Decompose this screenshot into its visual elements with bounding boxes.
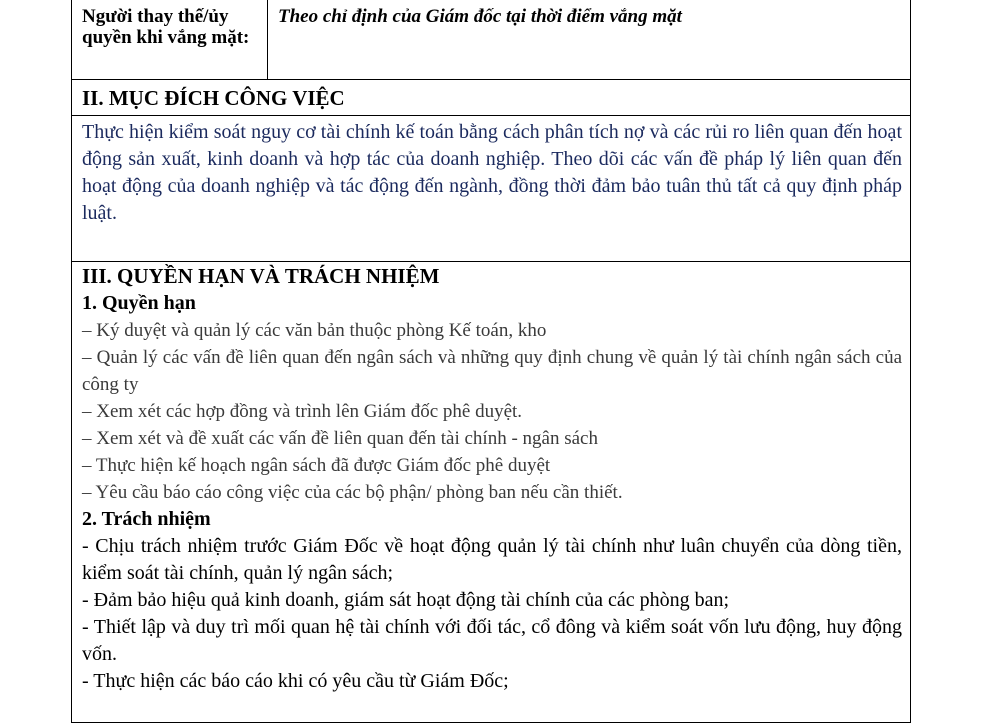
authority-heading: III. QUYỀN HẠN VÀ TRÁCH NHIỆM — [82, 264, 440, 288]
duty-item: - Thực hiện các báo cáo khi có yêu cầu từ Giám Đốc; — [82, 670, 509, 692]
substitute-value: Theo chỉ định của Giám đốc tại thời điểm vắng mặt — [278, 6, 682, 27]
rights-title: 1. Quyền hạn — [82, 292, 196, 314]
purpose-text: Thực hiện kiểm soát nguy cơ tài chính kế toán bằng cách phân tích nợ và các rủi ro liên quan đến hoạt động sản xuất, kinh doanh và hợp tác của doanh nghiệp. Theo dõi các vấn đề pháp lý liên quan đến hoạt động của doanh nghiệp và tác động đến ngành, đồng thời đảm bảo tuân thủ tất cả quy định pháp luật. — [72, 116, 910, 262]
duty-item: - Chịu trách nhiệm trước Giám Đốc về hoạt động quản lý tài chính như luân chuyển của dòng tiền, kiểm soát tài chính, quản lý ngân sách; — [82, 535, 902, 584]
rights-item: – Yêu cầu báo cáo công việc của các bộ phận/ phòng ban nếu cần thiết. — [82, 482, 623, 503]
substitute-row — [72, 0, 910, 80]
job-description-table — [71, 0, 911, 723]
duties-title: 2. Trách nhiệm — [82, 508, 211, 530]
rights-item: – Ký duyệt và quản lý các văn bản thuộc phòng Kế toán, kho — [82, 320, 547, 341]
rights-item: – Xem xét các hợp đồng và trình lên Giám đốc phê duyệt. — [82, 401, 523, 422]
rights-item: – Thực hiện kế hoạch ngân sách đã được Giám đốc phê duyệt — [82, 455, 551, 476]
substitute-label: Người thay thế/ủy quyền khi vắng mặt: — [72, 0, 268, 79]
duty-item: - Đảm bảo hiệu quả kinh doanh, giám sát hoạt động tài chính của các phòng ban; — [82, 589, 730, 611]
rights-item: – Xem xét và đề xuất các vấn đề liên quan đến tài chính - ngân sách — [82, 428, 598, 449]
duty-item: - Thiết lập và duy trì mối quan hệ tài chính với đối tác, cổ đông và kiểm soát vốn lưu động, huy động vốn. — [82, 616, 902, 665]
purpose-heading: II. MỤC ĐÍCH CÔNG VIỆC — [72, 80, 910, 116]
rights-item: – Quản lý các vấn đề liên quan đến ngân sách và những quy định chung về quản lý tài chính ngân sách của công ty — [82, 347, 902, 395]
authority-section — [72, 262, 910, 722]
